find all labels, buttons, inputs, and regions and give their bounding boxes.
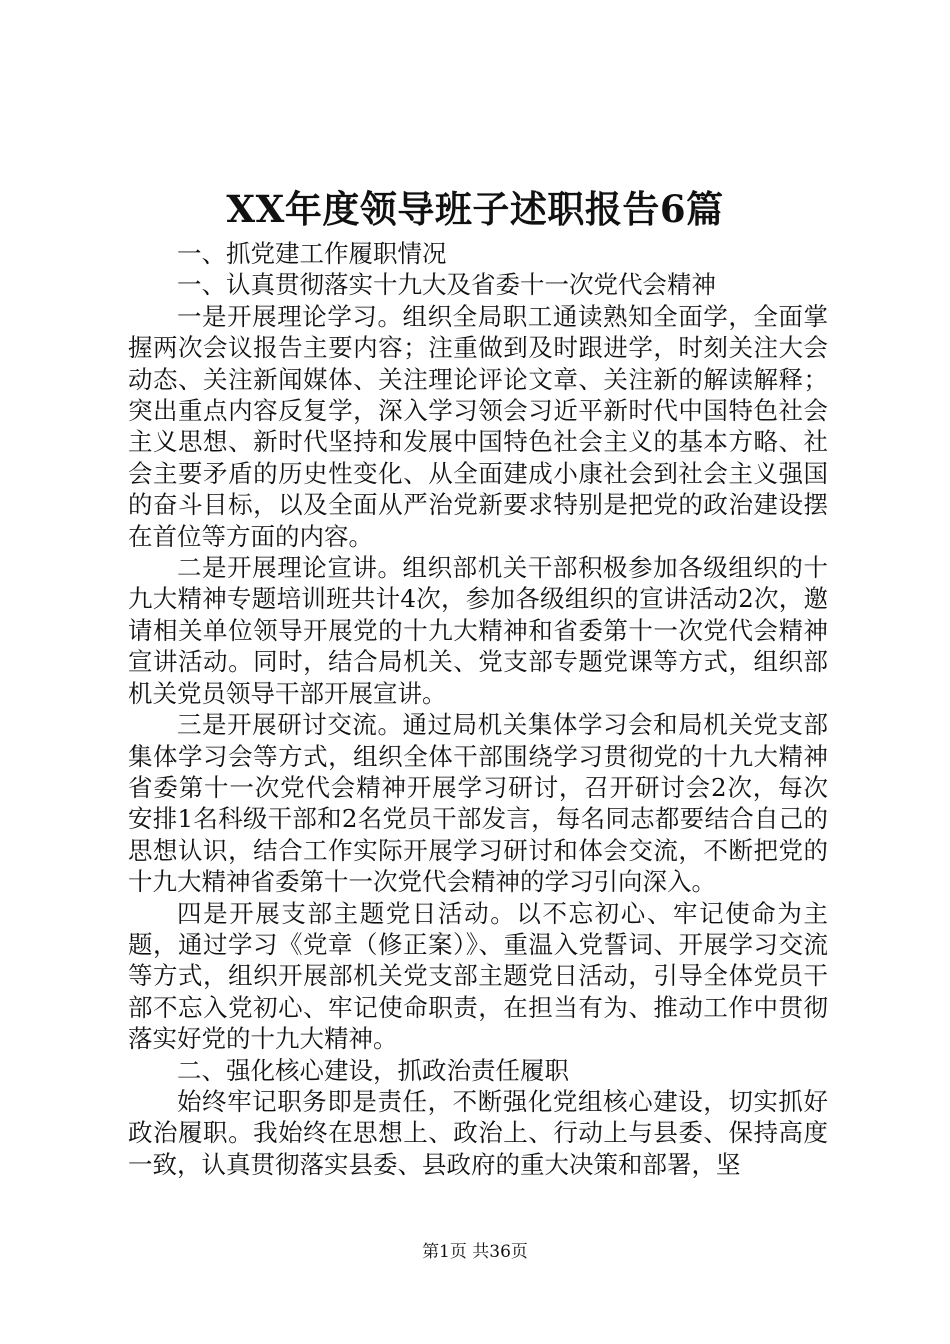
section-heading: 二、强化核心建设，抓政治责任履职 — [177, 1055, 569, 1085]
subsection-heading: 一、认真贯彻落实十九大及省委十一次党代会精神 — [177, 270, 716, 300]
section-heading: 一、抓党建工作履职情况 — [177, 239, 447, 268]
body-paragraph: 一是开展理论学习。组织全局职工通读熟知全面学，全面掌握两次会议报告主要内容；注重做到及时跟进学，时刻关注大会动态、关注新闻媒体、关注理论评论文章、关注新的解读解释；突出重点内容反复学，深入学习领会习近平新时代中国特色社会主义思想、新时代坚持和发展中国特色社会主义的基本方略、社会主要矛盾的历史性变化、从全面建成小康社会到社会主义强国的奋斗目标，以及全面从严治党新要求特别是把党的政治建设摆在首位等方面的内容。 — [128, 301, 828, 551]
document-title: XX年度领导班子述职报告6篇 — [226, 187, 724, 231]
body-paragraph: 四是开展支部主题党日活动。以不忘初心、牢记使命为主题，通过学习《党章（修正案）》、重温入党誓词、开展学习交流等方式，组织开展部机关党支部主题党日活动，引导全体党员干部不忘入党初心、牢记使命职责，在担当有为、推动工作中贯彻落实好党的十九大精神。 — [128, 898, 828, 1054]
body-paragraph: 始终牢记职务即是责任，不断强化党组核心建设，切实抓好政治履职。我始终在思想上、政治上、行动上与县委、保持高度一致，认真贯彻落实县委、县政府的重大决策和部署，坚 — [128, 1086, 828, 1179]
body-paragraph: 二是开展理论宣讲。组织部机关干部积极参加各级组织的十九大精神专题培训班共计4次，参加各级组织的宣讲活动2次，邀请相关单位领导开展党的十九大精神和省委第十一次党代会精神宣讲活动。同时，结合局机关、党支部专题党课等方式，组织部机关党员领导干部开展宣讲。 — [128, 553, 828, 708]
body-paragraph: 三是开展研讨交流。通过局机关集体学习会和局机关党支部集体学习会等方式，组织全体干部围绕学习贯彻党的十九大精神省委第十一次党代会精神开展学习研讨，召开研讨会2次，每次安排1名科级干部和2名党员干部发言，每名同志都要结合自己的思想认识，结合工作实际开展学习研讨和体会交流，不断把党的十九大精神省委第十一次党代会精神的学习引向深入。 — [128, 710, 828, 897]
page-footer: 第1页 共36页 — [422, 1242, 528, 1262]
document-body — [128, 238, 828, 1180]
